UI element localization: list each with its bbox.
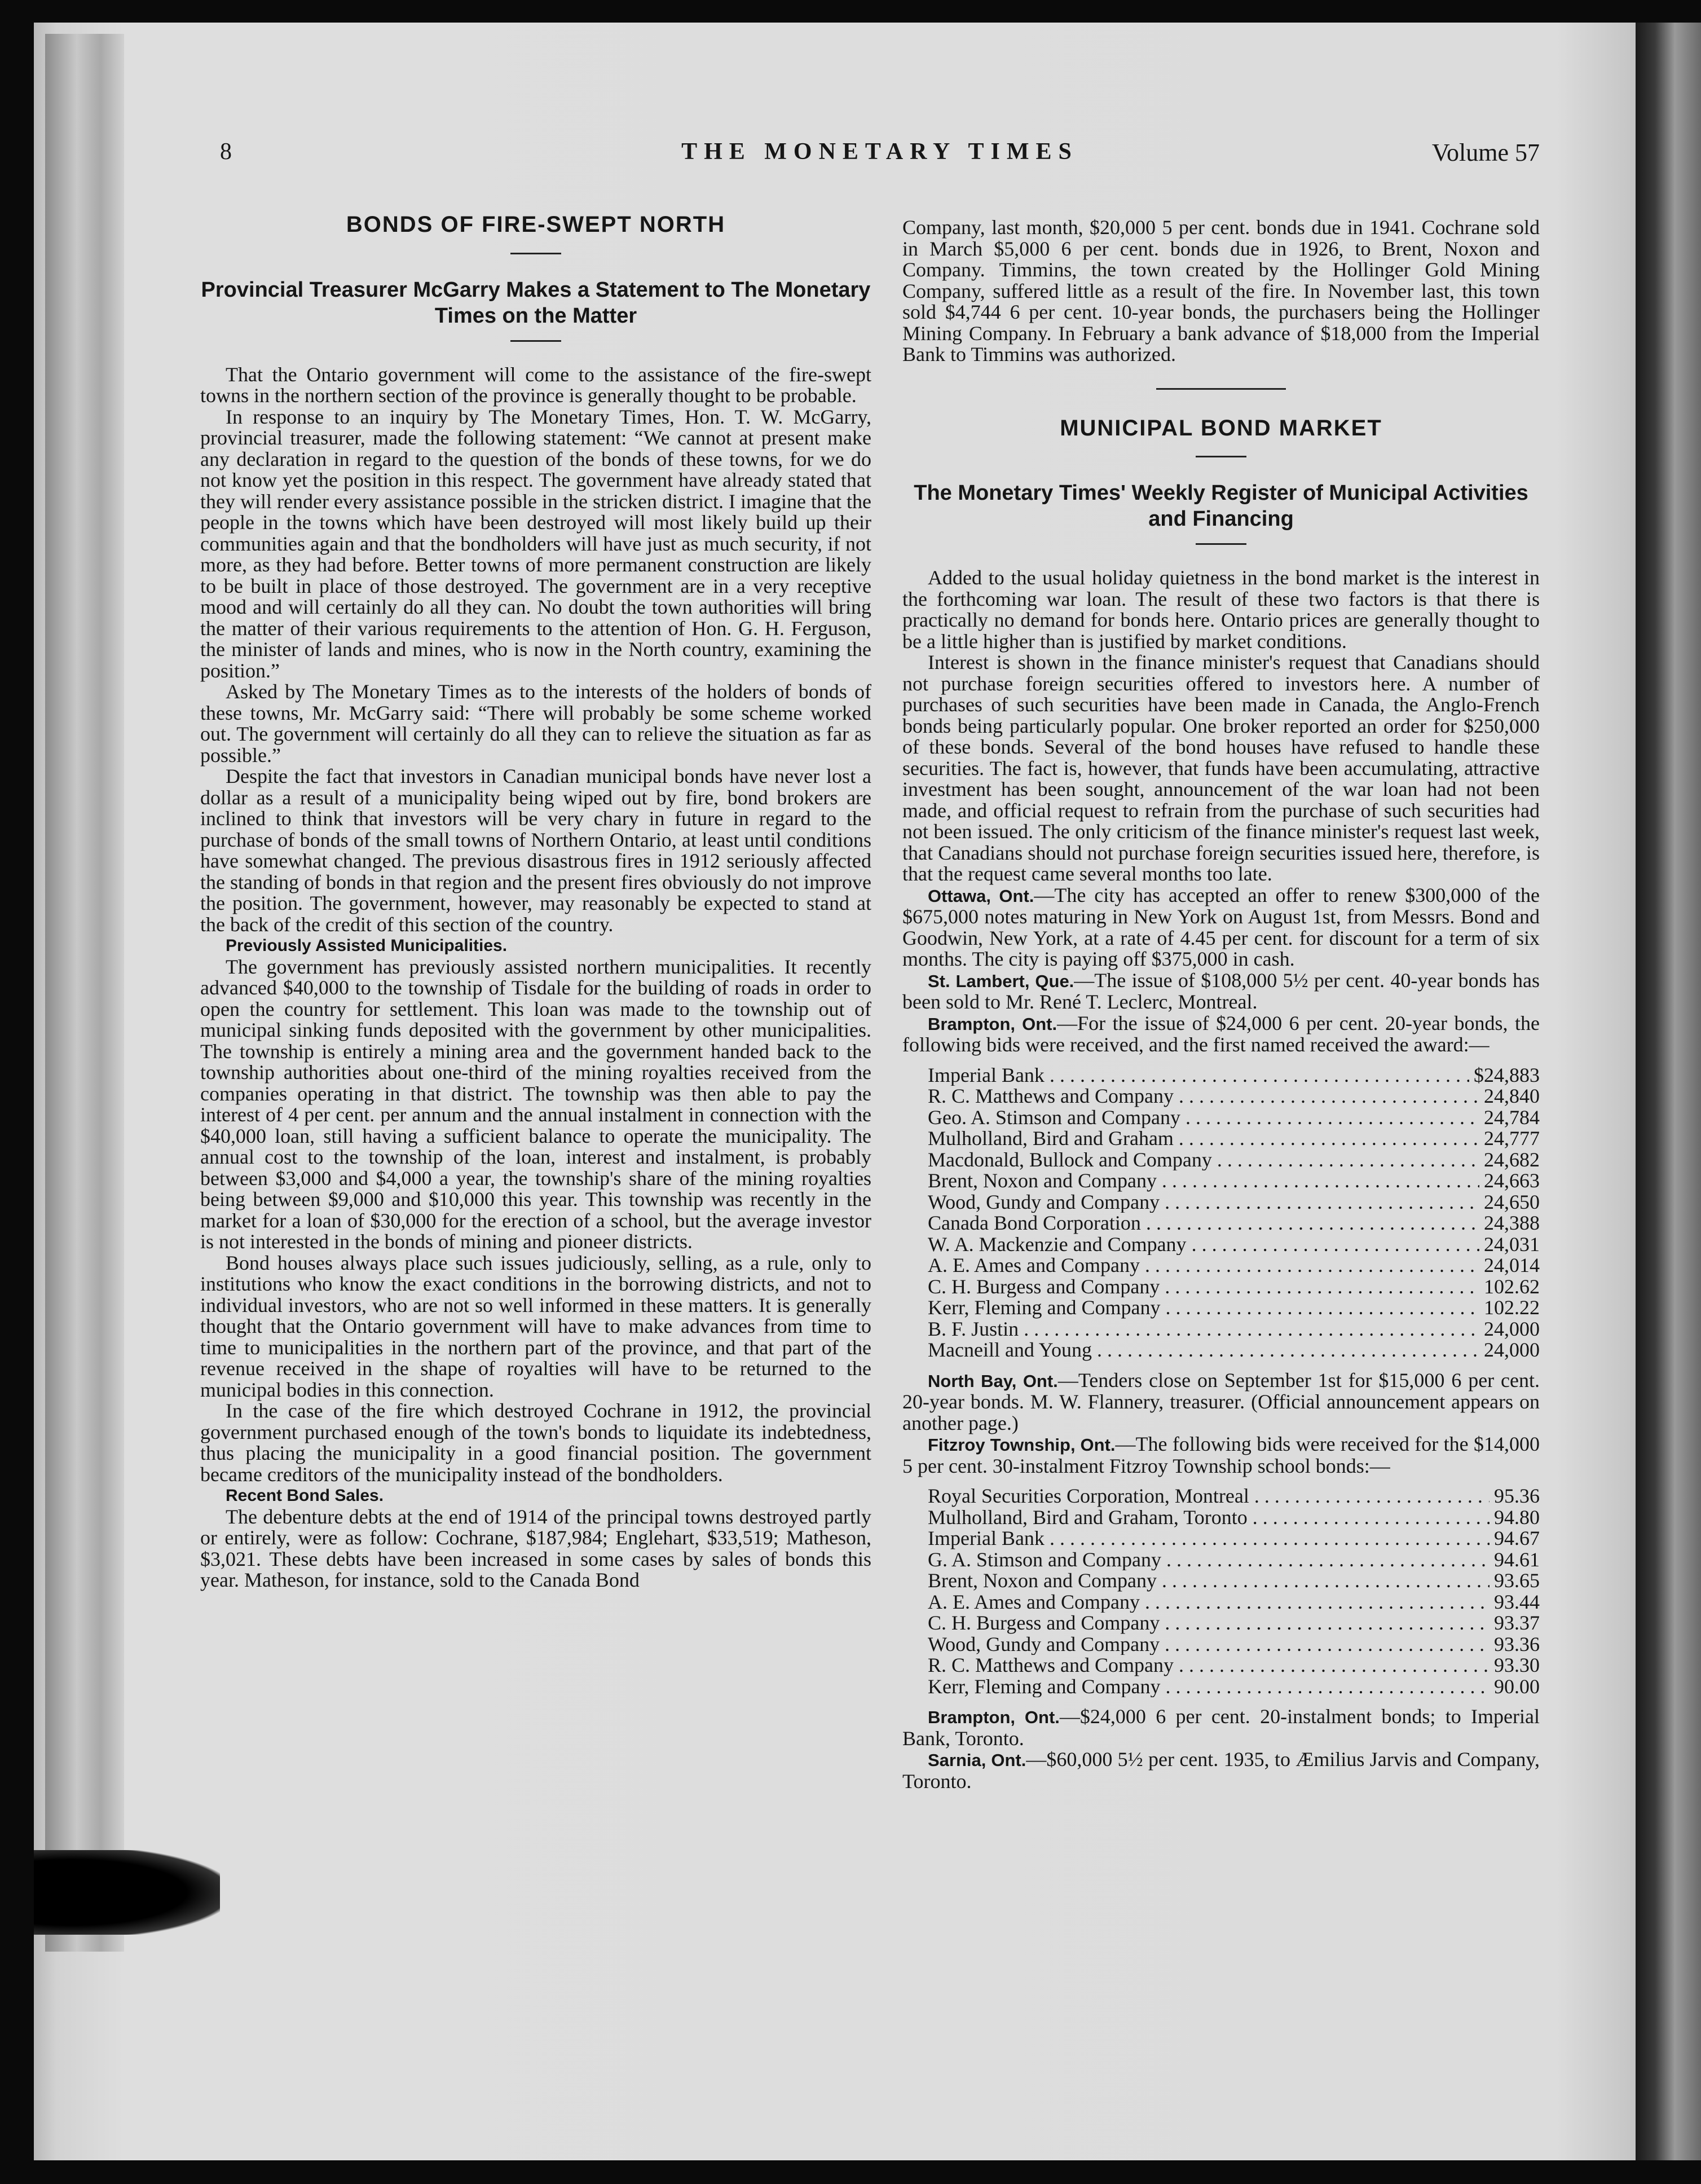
bid-row: Royal Securities Corporation, Montreal . . . 95.36 (928, 1486, 1540, 1507)
bid-row: Wood, Gundy and Company . . . 93.36 (928, 1634, 1540, 1655)
publication-title: THE MONETARY TIMES (681, 139, 1078, 165)
section-headline: MUNICIPAL BOND MARKET (1060, 415, 1382, 441)
bid-row: Macdonald, Bullock and Company . . . 24,682 (928, 1150, 1540, 1171)
bid-row: A. E. Ames and Company . . . 24,014 (928, 1255, 1540, 1276)
newspaper-page (34, 23, 1636, 2160)
volume-label: Volume 57 (1431, 139, 1540, 166)
place-name: Brampton, Ont. (928, 1707, 1060, 1727)
paragraph: The government has previously assisted northern municipalities. It recently advanced $40,000 to the township of Tisdale for the building of roads in order to open the country for settlement. This loan was made to the township out of municipal sinking funds deposited with the government by other municipalities. The township is entirely a mining area and the government handed back to the township authorities about one-third of the mining royalties received from the companies operating in that district. The township was then able to pay the interest of 4 per cent. per annum and the annual instalment in connection with the $40,000 loan, still having a sufficient balance to operate the municipality. The annual cost to the township of the loan, interest and instalment, is probably between $3,000 and $4,000 a year, the township's share of the mining royalties being between $9,000 and $10,000 this year. This township was recently in the market for a loan of $30,000 for the erection of a school, but the average investor is not interested in the bonds of mining and pioneer districts. (200, 955, 871, 1253)
bid-row: R. C. Matthews and Company . . . 93.30 (928, 1655, 1540, 1676)
bid-row: Wood, Gundy and Company . . . 24,650 (928, 1192, 1540, 1213)
paragraph: Company, last month, $20,000 5 per cent. bonds due in 1941. Cochrane sold in March $5,000 6 per cent. bonds due in 1926, to Brent, Noxon and Company. Timmins, the town created by the Hollinger Gold Mining Company, suffered little as a result of the fire. In November last, this town sold $4,744 6 per cent. 10-year bonds, the purchasers being the Hollinger Mining Company. In February a bank advance of $18,000 from the Imperial Bank to Timmins was authorized. (902, 216, 1540, 366)
section-subhead: The Monetary Times' Weekly Register of Municipal Activities and Financing (914, 481, 1528, 531)
divider (1196, 543, 1246, 545)
left-column (200, 214, 871, 1591)
right-column (902, 217, 1540, 1792)
bid-row: W. A. Mackenzie and Company . . . 24,031 (928, 1234, 1540, 1256)
page-header (220, 138, 1540, 172)
municipal-item: Ottawa, Ont.—The city has accepted an offer to renew $300,000 of the $675,000 notes maturing in New York on August 1st, from Messrs. Bond and Goodwin, New York, at a rate of 4.45 per cent. for discount for a term of six months. The city is paying off $375,000 in cash. (902, 883, 1540, 970)
place-name: St. Lambert, Que. (928, 971, 1074, 991)
fitzroy-bid-list (928, 1486, 1540, 1697)
paragraph: The debenture debts at the end of 1914 of the principal towns destroyed partly or entirely, were as follow: Cochrane, $187,984; Englehart, $33,519; Matheson, $3,021. These debts have been increased in some cases by sales of bonds this year. Matheson, for instance, sold to the Canada Bond (200, 1505, 871, 1591)
article-headline: BONDS OF FIRE-SWEPT NORTH (346, 212, 726, 237)
municipal-item: Sarnia, Ont.—$60,000 5½ per cent. 1935, to Æmilius Jarvis and Company, Toronto. (902, 1748, 1540, 1793)
place-name: North Bay, Ont. (928, 1371, 1058, 1391)
paragraph: Interest is shown in the finance minister's request that Canadians should not purchase foreign securities offered to investors here. A number of purchases of such securities have been made in Canada, the Anglo-French bonds being particularly popular. One broker reported an order for $250,000 of these bonds. Several of the bond houses have refused to handle these securities. The fact is, however, that funds have been accumulating, attractive investment has been sought, announcement of the war loan had not been made, and official request to refrain from the purchase of such securities had not been issued. The only criticism of the finance minister's request last week, that Canadians should not purchase foreign securities issued here, therefore, is that the request came several months too late. (902, 651, 1540, 885)
divider (510, 253, 561, 254)
section-heading: Previously Assisted Municipalities. (226, 936, 508, 955)
place-name: Ottawa, Ont. (928, 886, 1034, 906)
bid-row: C. H. Burgess and Company . . . 93.37 (928, 1613, 1540, 1634)
bid-row: Mulholland, Bird and Graham, Toronto . . . 94.80 (928, 1507, 1540, 1529)
municipal-item: Fitzroy Township, Ont.—The following bids were received for the $14,000 5 per cent. 30-instalment Fitzroy Township school bonds:— (902, 1433, 1540, 1477)
municipal-item: Brampton, Ont.—$24,000 6 per cent. 20-instalment bonds; to Imperial Bank, Toronto. (902, 1705, 1540, 1750)
bid-row: Macneill and Young . . . 24,000 (928, 1340, 1540, 1361)
paragraph: In the case of the fire which destroyed Cochrane in 1912, the provincial government purchased enough of the town's bonds to liquidate its indebtedness, thus placing the municipality in a good financial position. The government became creditors of the municipality instead of the bondholders. (200, 1399, 871, 1486)
bid-row: Imperial Bank . . . 94.67 (928, 1528, 1540, 1549)
divider (510, 340, 561, 342)
bid-row: B. F. Justin . . . 24,000 (928, 1319, 1540, 1340)
paragraph: In response to an inquiry by The Monetary Times, Hon. T. W. McGarry, provincial treasurer, made the following statement: “We cannot at present make any declaration in regard to the question of the bonds of these towns, for we do not know yet the position in this respect. The government have already stated that they will render every assistance possible in the stricken district. I imagine that the people in the towns which have been destroyed will most likely build up their communities again and that the bondholders will have just as much security, if not more, as they had before. Better towns of more permanent construction are likely to be built in place of those destroyed. The government are in a very receptive mood and will certainly do all they can. No doubt the town authorities will bring the matter of their various requirements to the attention of Hon. G. H. Ferguson, the minister of lands and mines, who is now in the North country, examining the position.” (200, 405, 871, 682)
bid-row: C. H. Burgess and Company . . . 102.62 (928, 1276, 1540, 1298)
paragraph: Added to the usual holiday quietness in the bond market is the interest in the forthcoming war loan. The result of these two factors is that there is practically no demand for bonds here. Ontario prices are generally thought to be a little higher than is justified by market conditions. (902, 566, 1540, 653)
page-number: 8 (220, 139, 232, 165)
paragraph: Despite the fact that investors in Canadian municipal bonds have never lost a dollar as a result of a municipality being wiped out by fire, bond brokers are inclined to think that investors will be very chary in future in regard to the purchase of bonds of the small towns of Northern Ontario, at least until conditions have somewhat changed. The previous disastrous fires in 1912 seriously affected the standing of bonds in that region and the present fires obviously do not improve the position. The government, however, may reasonably be expected to stand at the back of the credit of this section of the country. (200, 765, 871, 936)
municipal-item: St. Lambert, Que.—The issue of $108,000 5½ per cent. 40-year bonds has been sold to Mr. René T. Leclerc, Montreal. (902, 968, 1540, 1013)
divider (1196, 456, 1246, 457)
brampton-bid-list (928, 1065, 1540, 1361)
divider (1156, 388, 1286, 390)
bid-row: Brent, Noxon and Company . . . 24,663 (928, 1170, 1540, 1192)
scanner-thumb-shadow (34, 1850, 220, 1935)
paragraph: Bond houses always place such issues judiciously, selling, as a rule, only to institutions who know the exact conditions in the borrowing districts, and not to individual investors, who are not so well informed in these matters. It is generally thought that the Ontario government will have to make advances from time to time to municipalities in the northern part of the province, and that part of the revenue received in the shape of royalties will have to be returned to the municipal bodies in this connection. (200, 1251, 871, 1401)
municipal-item: North Bay, Ont.—Tenders close on September 1st for $15,000 6 per cent. 20-year bonds. M. W. Flannery, treasurer. (Official announcement appears on another page.) (902, 1368, 1540, 1434)
paragraph: That the Ontario government will come to the assistance of the fire-swept towns in the northern section of the province is generally thought to be probable. (200, 363, 871, 407)
place-name: Brampton, Ont. (928, 1014, 1057, 1034)
article-subhead: Provincial Treasurer McGarry Makes a Statement to The Monetary Times on the Matter (201, 278, 871, 328)
municipal-item: Brampton, Ont.—For the issue of $24,000 6 per cent. 20-year bonds, the following bids were received, and the first named received the award:— (902, 1011, 1540, 1056)
bid-row: Mulholland, Bird and Graham . . . 24,777 (928, 1128, 1540, 1150)
section-heading: Recent Bond Sales. (226, 1486, 384, 1505)
bid-row: Kerr, Fleming and Company . . . 102.22 (928, 1297, 1540, 1319)
bid-row: Geo. A. Stimson and Company . . . 24,784 (928, 1107, 1540, 1129)
place-name: Fitzroy Township, Ont. (928, 1435, 1116, 1455)
place-name: Sarnia, Ont. (928, 1750, 1026, 1770)
bid-row: G. A. Stimson and Company . . . 94.61 (928, 1549, 1540, 1571)
bid-row: A. E. Ames and Company . . . 93.44 (928, 1592, 1540, 1613)
page-binding-shadow (45, 34, 124, 1952)
bid-row: R. C. Matthews and Company . . . 24,840 (928, 1086, 1540, 1107)
adjacent-page-edge (1636, 23, 1701, 2160)
bid-row: Imperial Bank . . . $24,883 (928, 1065, 1540, 1086)
bid-row: Brent, Noxon and Company . . . 93.65 (928, 1570, 1540, 1592)
paragraph: Asked by The Monetary Times as to the interests of the holders of bonds of these towns, Mr. McGarry said: “There will probably be some scheme worked out. The government will certainly do all they can to relieve the situation as far as possible.” (200, 680, 871, 767)
bid-row: Kerr, Fleming and Company . . . 90.00 (928, 1676, 1540, 1698)
bid-row: Canada Bond Corporation . . . 24,388 (928, 1213, 1540, 1234)
